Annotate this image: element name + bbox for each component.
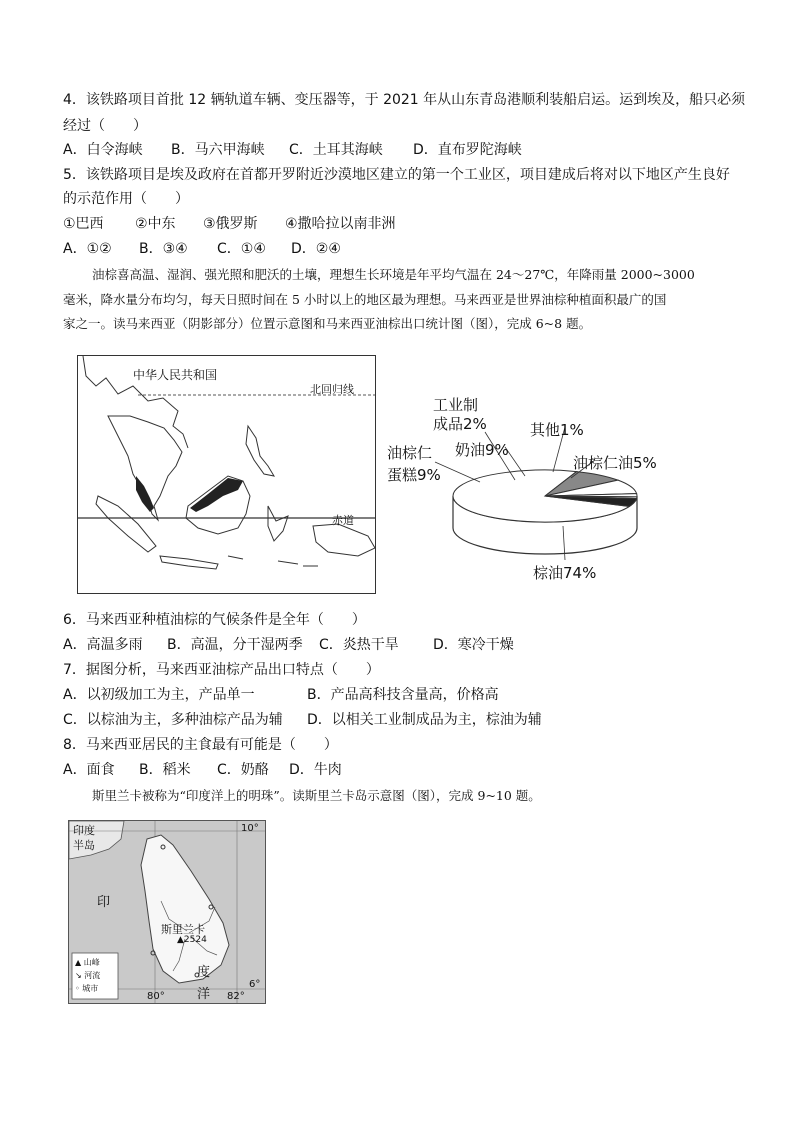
palm-export-pie-chart [385, 392, 685, 592]
equator-label: 赤道 [332, 514, 354, 527]
small-islands [228, 556, 318, 566]
q4-option-d[interactable]: D．直布罗陀海峡 [413, 142, 522, 158]
passage1-line2: 毫米，降水量分布均匀，每天日照时间在 5 小时以上的地区最为理想。马来西亚是世界油棕种植面积最广的国 [63, 292, 667, 307]
q5-item-1: ①巴西 [63, 216, 104, 232]
china-label: 中华人民共和国 [133, 368, 218, 382]
new-guinea-outline [313, 524, 375, 556]
label-cake [387, 442, 441, 486]
q8-stem: 8．马来西亚居民的主食最有可能是（ ） [63, 737, 338, 753]
india-peninsula-label [73, 823, 95, 853]
label-cake-line2: 蛋糕9% [387, 466, 441, 484]
q5-option-c[interactable]: C．①④ [217, 241, 266, 257]
peninsula-line1: 印度 [73, 824, 95, 837]
sri-lanka-island [141, 835, 229, 983]
q6-option-b[interactable]: B．高温，分干湿两季 [167, 637, 303, 653]
q6-option-c[interactable]: C．炎热干旱 [319, 637, 399, 653]
q7-stem: 7．据图分析，马来西亚油棕产品出口特点（ ） [63, 662, 380, 678]
q5-item-2: ②中东 [135, 216, 176, 232]
q5-item-4: ④撒哈拉以南非洲 [285, 216, 396, 232]
q6-option-d[interactable]: D．寒冷干燥 [433, 637, 514, 653]
legend-peak: ▲ 山峰 [75, 958, 100, 967]
q5-option-a[interactable]: A．①② [63, 241, 112, 257]
label-milk: 奶油9% [455, 441, 509, 459]
sulawesi-outline [268, 506, 288, 541]
q8-options [63, 760, 342, 780]
q7-options-row1 [63, 685, 499, 705]
philippines-outline [246, 426, 274, 476]
map-legend [75, 956, 100, 995]
peak-label: ▲2524 [177, 935, 207, 945]
q4-options [63, 140, 522, 160]
tropic-label: 北回归线 [310, 383, 354, 396]
q8-option-d[interactable]: D．牛肉 [289, 762, 342, 778]
label-industrial [433, 396, 487, 434]
label-other: 其他1% [530, 421, 584, 439]
label-kernel-oil: 油棕仁油5% [573, 454, 657, 472]
lon-80-label: 80° [147, 991, 165, 1002]
q4-stem-line2: 经过（ ） [63, 118, 147, 134]
ocean-char-2: 度 [197, 965, 211, 980]
label-industrial-line2: 成品2% [433, 415, 487, 433]
lon-82-label: 82° [227, 991, 245, 1002]
label-cake-line1: 油棕仁 [387, 444, 433, 462]
q4-stem-line1: 4．该铁路项目首批 12 辆轨道车辆、变压器等，于 2021 年从山东青岛港顺利装船启运。运到埃及，船只必须 [63, 92, 746, 108]
sri-lanka-map [68, 820, 266, 1004]
q8-option-b[interactable]: B．稻米 [139, 762, 191, 778]
east-malaysia-shaded [190, 478, 243, 512]
peninsular-malaysia-shaded [136, 476, 154, 512]
q7-option-c[interactable]: C．以棕油为主，多种油棕产品为辅 [63, 712, 283, 728]
q5-stem-line2: 的示范作用（ ） [63, 191, 189, 207]
q7-option-a[interactable]: A．以初级加工为主，产品单一 [63, 687, 255, 703]
q5-items [63, 214, 396, 234]
q5-stem-line1: 5．该铁路项目是埃及政府在首都开罗附近沙漠地区建立的第一个工业区，项目建成后将对以下地区产生良好 [63, 167, 730, 183]
peninsula-line2: 半岛 [73, 839, 95, 852]
pie-leader-line-2 [435, 462, 480, 482]
q5-option-b[interactable]: B．③④ [139, 241, 188, 257]
ocean-char-3: 洋 [197, 987, 211, 1002]
legend-city: ◦ 城市 [75, 984, 99, 993]
passage1-line3: 家之一。读马来西亚（阴影部分）位置示意图和马来西亚油棕出口统计图（图），完成 6~8 题。 [63, 316, 592, 331]
q4-option-a[interactable]: A．白令海峡 [63, 142, 143, 158]
q4-option-b[interactable]: B．马六甲海峡 [171, 142, 265, 158]
sri-lanka-label: 斯里兰卡 [161, 923, 205, 936]
q5-item-3: ③俄罗斯 [203, 216, 258, 232]
q8-option-c[interactable]: C．奶酪 [217, 762, 269, 778]
label-industrial-line1: 工业制 [433, 396, 479, 414]
q6-stem: 6．马来西亚种植油棕的气候条件是全年（ ） [63, 612, 366, 628]
q6-options [63, 635, 514, 655]
passage2-line1: 斯里兰卡被称为“印度洋上的明珠”。读斯里兰卡岛示意图（图），完成 9~10 题。 [92, 788, 541, 803]
q5-option-d[interactable]: D．②④ [291, 241, 341, 257]
ocean-char-1: 印 [97, 895, 111, 910]
java-outline [160, 556, 218, 569]
q7-options-row2 [63, 710, 542, 730]
malaysia-location-map [77, 355, 376, 594]
q6-option-a[interactable]: A．高温多雨 [63, 637, 143, 653]
lat-10-label: 10° [241, 823, 259, 834]
q4-option-c[interactable]: C．土耳其海峡 [289, 142, 383, 158]
label-palm-oil: 棕油74% [533, 564, 597, 582]
q8-option-a[interactable]: A．面食 [63, 762, 115, 778]
passage1-line1: 油棕喜高温、湿润、强光照和肥沃的土壤，理想生长环境是年平均气温在 24～27℃，年降雨量 2000~3000 [92, 267, 695, 282]
lat-6-label: 6° [249, 979, 261, 990]
q7-option-b[interactable]: B．产品高科技含量高，价格高 [307, 687, 499, 703]
q7-option-d[interactable]: D．以相关工业制成品为主，棕油为辅 [307, 712, 542, 728]
q5-options [63, 239, 341, 259]
legend-river: ↘ 河流 [75, 971, 101, 980]
indian-ocean-label-left [97, 881, 110, 925]
